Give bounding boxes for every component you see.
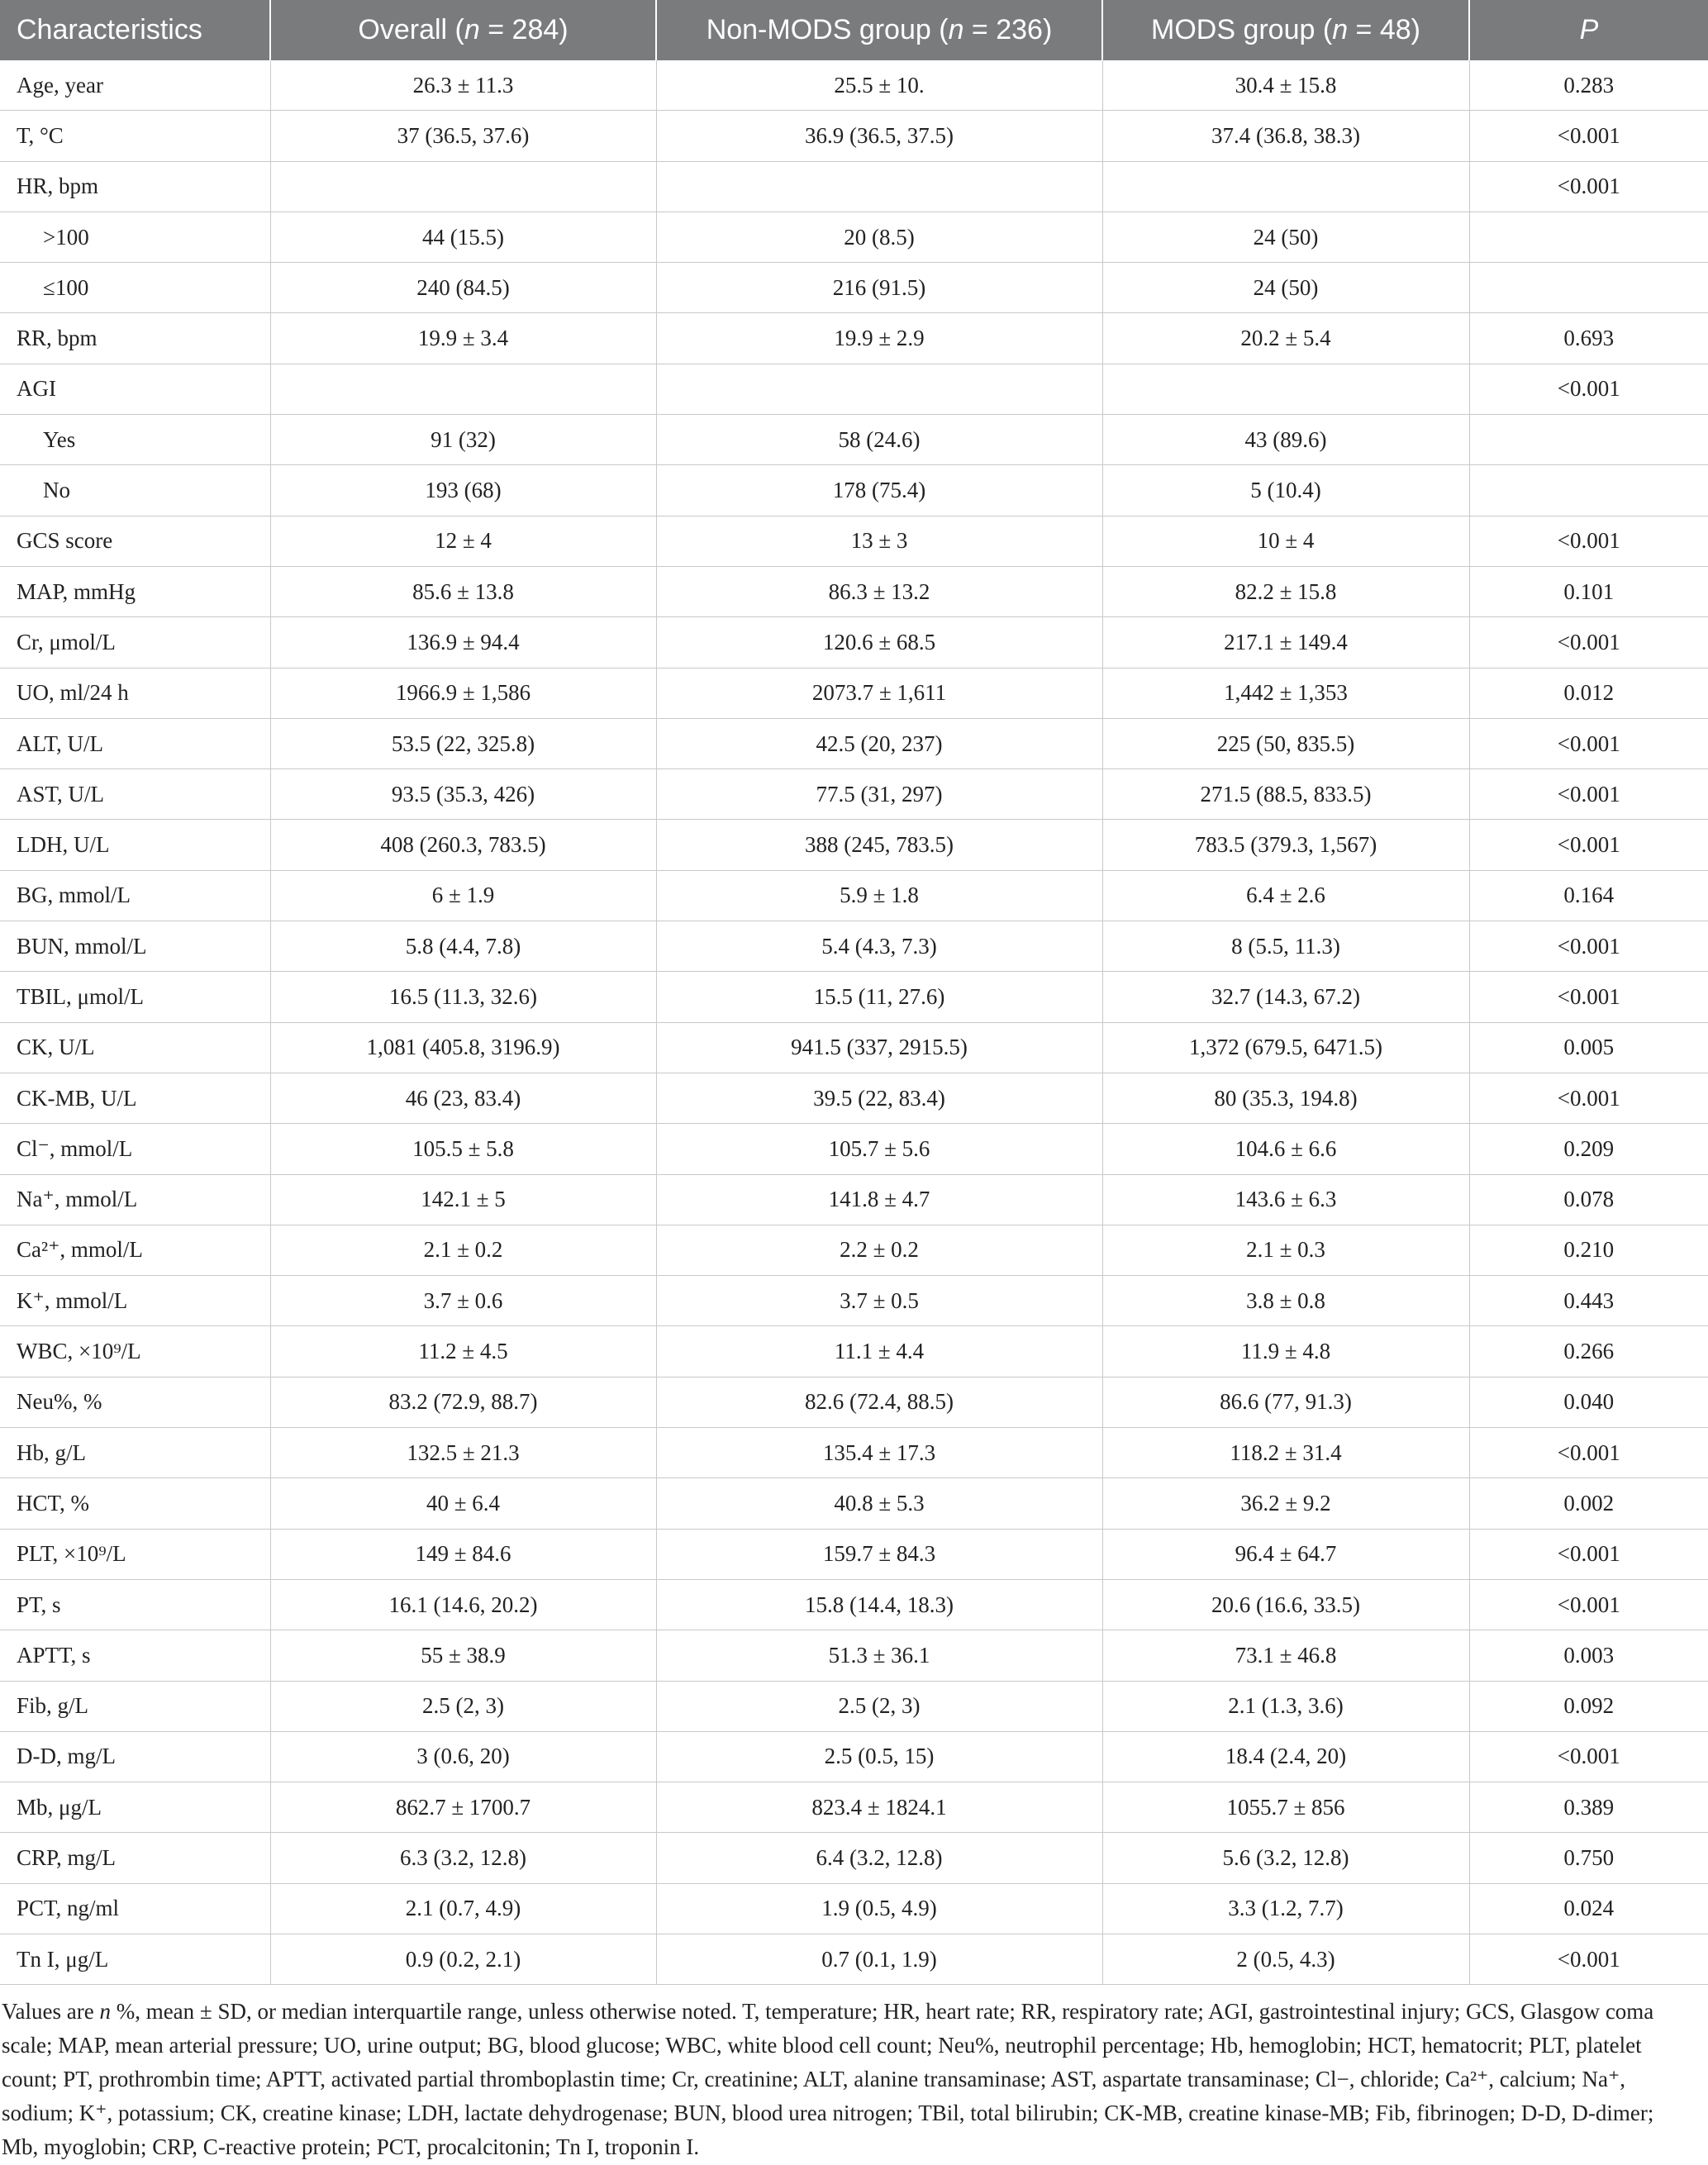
header-mods: MODS group (n = 48) <box>1102 0 1469 60</box>
table-row <box>0 1276 1708 1326</box>
header-characteristics: Characteristics <box>0 0 270 60</box>
cell-p-value: 0.002 <box>1469 1478 1708 1529</box>
cell-mods: 24 (50) <box>1102 263 1469 313</box>
row-label: >100 <box>0 212 270 262</box>
table-row <box>0 1478 1708 1529</box>
cell-p-value: 0.024 <box>1469 1883 1708 1934</box>
row-label: D-D, mg/L <box>0 1731 270 1782</box>
cell-overall: 2.5 (2, 3) <box>270 1681 656 1731</box>
row-label: T, °C <box>0 111 270 161</box>
cell-non-mods <box>656 364 1102 414</box>
row-label: CK-MB, U/L <box>0 1073 270 1123</box>
cell-p-value: 0.210 <box>1469 1225 1708 1275</box>
cell-overall: 1966.9 ± 1,586 <box>270 668 656 718</box>
cell-mods: 37.4 (36.8, 38.3) <box>1102 111 1469 161</box>
cell-mods: 8 (5.5, 11.3) <box>1102 921 1469 972</box>
table-row <box>0 1022 1708 1073</box>
row-label: Hb, g/L <box>0 1428 270 1478</box>
cell-overall: 240 (84.5) <box>270 263 656 313</box>
cell-mods: 18.4 (2.4, 20) <box>1102 1731 1469 1782</box>
cell-overall: 93.5 (35.3, 426) <box>270 769 656 820</box>
cell-mods: 32.7 (14.3, 67.2) <box>1102 972 1469 1022</box>
row-label: Fib, g/L <box>0 1681 270 1731</box>
cell-non-mods: 15.5 (11, 27.6) <box>656 972 1102 1022</box>
row-label: GCS score <box>0 516 270 566</box>
cell-p-value: 0.003 <box>1469 1630 1708 1681</box>
cell-overall: 19.9 ± 3.4 <box>270 313 656 364</box>
row-label: CRP, mg/L <box>0 1833 270 1883</box>
cell-p-value: <0.001 <box>1469 516 1708 566</box>
cell-p-value: <0.001 <box>1469 769 1708 820</box>
table-row <box>0 465 1708 516</box>
cell-non-mods: 216 (91.5) <box>656 263 1102 313</box>
cell-overall: 53.5 (22, 325.8) <box>270 718 656 768</box>
row-label: K⁺, mmol/L <box>0 1276 270 1326</box>
cell-non-mods: 159.7 ± 84.3 <box>656 1529 1102 1579</box>
cell-p-value: 0.750 <box>1469 1833 1708 1883</box>
table-row <box>0 1529 1708 1579</box>
cell-p-value: <0.001 <box>1469 161 1708 212</box>
cell-p-value: <0.001 <box>1469 921 1708 972</box>
row-label: HCT, % <box>0 1478 270 1529</box>
cell-mods: 1,372 (679.5, 6471.5) <box>1102 1022 1469 1073</box>
cell-p-value: 0.266 <box>1469 1326 1708 1377</box>
table-row <box>0 1073 1708 1123</box>
cell-overall: 149 ± 84.6 <box>270 1529 656 1579</box>
cell-p-value: 0.040 <box>1469 1377 1708 1427</box>
cell-overall: 16.5 (11.3, 32.6) <box>270 972 656 1022</box>
row-label: UO, ml/24 h <box>0 668 270 718</box>
cell-overall: 44 (15.5) <box>270 212 656 262</box>
cell-overall: 142.1 ± 5 <box>270 1174 656 1225</box>
cell-non-mods: 5.9 ± 1.8 <box>656 870 1102 921</box>
cell-non-mods: 823.4 ± 1824.1 <box>656 1782 1102 1833</box>
cell-mods: 82.2 ± 15.8 <box>1102 566 1469 616</box>
table-row <box>0 921 1708 972</box>
cell-p-value: <0.001 <box>1469 111 1708 161</box>
cell-mods: 73.1 ± 46.8 <box>1102 1630 1469 1681</box>
cell-overall: 91 (32) <box>270 415 656 465</box>
row-label: Age, year <box>0 60 270 111</box>
cell-p-value: <0.001 <box>1469 1073 1708 1123</box>
cell-mods: 11.9 ± 4.8 <box>1102 1326 1469 1377</box>
table-row <box>0 1883 1708 1934</box>
cell-p-value: <0.001 <box>1469 617 1708 668</box>
row-label: Ca²⁺, mmol/L <box>0 1225 270 1275</box>
cell-p-value: 0.078 <box>1469 1174 1708 1225</box>
table-row <box>0 972 1708 1022</box>
cell-p-value: <0.001 <box>1469 718 1708 768</box>
cell-overall: 16.1 (14.6, 20.2) <box>270 1579 656 1630</box>
cell-non-mods: 135.4 ± 17.3 <box>656 1428 1102 1478</box>
row-label: WBC, ×10⁹/L <box>0 1326 270 1377</box>
cell-overall: 3.7 ± 0.6 <box>270 1276 656 1326</box>
cell-non-mods: 2073.7 ± 1,611 <box>656 668 1102 718</box>
cell-p-value: 0.005 <box>1469 1022 1708 1073</box>
table-row <box>0 313 1708 364</box>
table-row <box>0 1174 1708 1225</box>
cell-overall: 193 (68) <box>270 465 656 516</box>
table-row <box>0 1225 1708 1275</box>
table-row <box>0 769 1708 820</box>
cell-p-value: <0.001 <box>1469 1731 1708 1782</box>
cell-mods: 86.6 (77, 91.3) <box>1102 1377 1469 1427</box>
cell-non-mods: 86.3 ± 13.2 <box>656 566 1102 616</box>
header-non-mods: Non-MODS group (n = 236) <box>656 0 1102 60</box>
row-label: APTT, s <box>0 1630 270 1681</box>
table-row <box>0 1579 1708 1630</box>
cell-mods: 5.6 (3.2, 12.8) <box>1102 1833 1469 1883</box>
cell-overall: 11.2 ± 4.5 <box>270 1326 656 1377</box>
cell-overall: 6.3 (3.2, 12.8) <box>270 1833 656 1883</box>
row-label: Tn I, μg/L <box>0 1934 270 1984</box>
row-label: TBIL, μmol/L <box>0 972 270 1022</box>
cell-mods: 225 (50, 835.5) <box>1102 718 1469 768</box>
cell-p-value: 0.101 <box>1469 566 1708 616</box>
cell-p-value: 0.209 <box>1469 1124 1708 1174</box>
cell-overall: 0.9 (0.2, 2.1) <box>270 1934 656 1984</box>
cell-p-value: <0.001 <box>1469 1529 1708 1579</box>
table-footnote: Values are n %, mean ± SD, or median interquartile range, unless otherwise noted. T, temperature; HR, heart rate; RR, respiratory rate; AGI, gastrointestinal injury; GCS, Glasgow coma scale; MAP, mean arterial pressure; UO, urine output; BG, blood glucose; WBC, white blood cell count; Neu%, neutrophil percentage; Hb, hemoglobin; HCT, hematocrit; PLT, platelet count; PT, prothrombin time; APTT, activated partial thromboplastin time; Cr, creatinine; ALT, alanine transaminase; AST, aspartate transaminase; Cl−, chloride; Ca²⁺, calcium; Na⁺, sodium; K⁺, potassium; CK, creatine kinase; LDH, lactate dehydrogenase; BUN, blood urea nitrogen; TBil, total bilirubin; CK-MB, creatine kinase-MB; Fib, fibrinogen; D-D, D-dimer; Mb, myoglobin; CRP, C-reactive protein; PCT, procalcitonin; Tn I, troponin I. <box>2 1999 1654 2159</box>
header-p-value: P <box>1469 0 1708 60</box>
cell-non-mods: 3.7 ± 0.5 <box>656 1276 1102 1326</box>
cell-mods: 3.8 ± 0.8 <box>1102 1276 1469 1326</box>
cell-non-mods: 5.4 (4.3, 7.3) <box>656 921 1102 972</box>
cell-non-mods: 6.4 (3.2, 12.8) <box>656 1833 1102 1883</box>
table-row <box>0 161 1708 212</box>
cell-mods: 10 ± 4 <box>1102 516 1469 566</box>
cell-overall: 2.1 (0.7, 4.9) <box>270 1883 656 1934</box>
cell-non-mods: 2.5 (0.5, 15) <box>656 1731 1102 1782</box>
cell-p-value: 0.283 <box>1469 60 1708 111</box>
cell-overall: 136.9 ± 94.4 <box>270 617 656 668</box>
table-row <box>0 1428 1708 1478</box>
table-row <box>0 566 1708 616</box>
cell-mods <box>1102 364 1469 414</box>
cell-non-mods: 42.5 (20, 237) <box>656 718 1102 768</box>
cell-mods: 96.4 ± 64.7 <box>1102 1529 1469 1579</box>
row-label: CK, U/L <box>0 1022 270 1073</box>
cell-p-value <box>1469 212 1708 262</box>
cell-mods: 2.1 (1.3, 3.6) <box>1102 1681 1469 1731</box>
cell-overall: 5.8 (4.4, 7.8) <box>270 921 656 972</box>
table-row <box>0 212 1708 262</box>
cell-mods: 24 (50) <box>1102 212 1469 262</box>
cell-non-mods: 2.2 ± 0.2 <box>656 1225 1102 1275</box>
row-label: Cr, μmol/L <box>0 617 270 668</box>
row-label: ≤100 <box>0 263 270 313</box>
table-row <box>0 111 1708 161</box>
row-label: PCT, ng/ml <box>0 1883 270 1934</box>
cell-non-mods: 13 ± 3 <box>656 516 1102 566</box>
cell-non-mods: 77.5 (31, 297) <box>656 769 1102 820</box>
cell-mods: 80 (35.3, 194.8) <box>1102 1073 1469 1123</box>
cell-overall: 3 (0.6, 20) <box>270 1731 656 1782</box>
cell-non-mods: 388 (245, 783.5) <box>656 820 1102 870</box>
cell-non-mods: 1.9 (0.5, 4.9) <box>656 1883 1102 1934</box>
cell-mods: 3.3 (1.2, 7.7) <box>1102 1883 1469 1934</box>
cell-non-mods: 19.9 ± 2.9 <box>656 313 1102 364</box>
row-label: LDH, U/L <box>0 820 270 870</box>
cell-p-value: 0.443 <box>1469 1276 1708 1326</box>
cell-overall <box>270 364 656 414</box>
row-label: HR, bpm <box>0 161 270 212</box>
cell-non-mods: 941.5 (337, 2915.5) <box>656 1022 1102 1073</box>
cell-overall: 26.3 ± 11.3 <box>270 60 656 111</box>
table-header <box>0 0 1708 60</box>
cell-p-value <box>1469 465 1708 516</box>
row-label: BG, mmol/L <box>0 870 270 921</box>
cell-mods <box>1102 161 1469 212</box>
table-row <box>0 1630 1708 1681</box>
table-row <box>0 1782 1708 1833</box>
table-row <box>0 415 1708 465</box>
cell-mods: 783.5 (379.3, 1,567) <box>1102 820 1469 870</box>
cell-overall: 55 ± 38.9 <box>270 1630 656 1681</box>
cell-non-mods: 51.3 ± 36.1 <box>656 1630 1102 1681</box>
table-row <box>0 668 1708 718</box>
cell-mods: 30.4 ± 15.8 <box>1102 60 1469 111</box>
cell-p-value: <0.001 <box>1469 1428 1708 1478</box>
row-label: MAP, mmHg <box>0 566 270 616</box>
cell-mods: 2 (0.5, 4.3) <box>1102 1934 1469 1984</box>
cell-p-value: <0.001 <box>1469 820 1708 870</box>
row-label: RR, bpm <box>0 313 270 364</box>
cell-non-mods: 36.9 (36.5, 37.5) <box>656 111 1102 161</box>
cell-overall: 40 ± 6.4 <box>270 1478 656 1529</box>
cell-p-value <box>1469 415 1708 465</box>
table-row <box>0 1833 1708 1883</box>
cell-mods: 43 (89.6) <box>1102 415 1469 465</box>
cell-overall: 132.5 ± 21.3 <box>270 1428 656 1478</box>
cell-mods: 5 (10.4) <box>1102 465 1469 516</box>
cell-non-mods: 105.7 ± 5.6 <box>656 1124 1102 1174</box>
table-row <box>0 1681 1708 1731</box>
table-row <box>0 718 1708 768</box>
cell-overall: 37 (36.5, 37.6) <box>270 111 656 161</box>
row-label: Yes <box>0 415 270 465</box>
row-label: BUN, mmol/L <box>0 921 270 972</box>
cell-p-value: <0.001 <box>1469 1579 1708 1630</box>
header-overall: Overall (n = 284) <box>270 0 656 60</box>
cell-mods: 36.2 ± 9.2 <box>1102 1478 1469 1529</box>
row-label: PLT, ×10⁹/L <box>0 1529 270 1579</box>
table-body <box>0 60 1708 1985</box>
cell-mods: 20.2 ± 5.4 <box>1102 313 1469 364</box>
cell-overall: 46 (23, 83.4) <box>270 1073 656 1123</box>
row-label: Cl⁻, mmol/L <box>0 1124 270 1174</box>
cell-mods: 1055.7 ± 856 <box>1102 1782 1469 1833</box>
cell-non-mods <box>656 161 1102 212</box>
table-row <box>0 1377 1708 1427</box>
cell-p-value: <0.001 <box>1469 364 1708 414</box>
cell-overall: 105.5 ± 5.8 <box>270 1124 656 1174</box>
cell-overall: 83.2 (72.9, 88.7) <box>270 1377 656 1427</box>
table-row <box>0 820 1708 870</box>
table-row <box>0 1124 1708 1174</box>
row-label: Na⁺, mmol/L <box>0 1174 270 1225</box>
cell-p-value <box>1469 263 1708 313</box>
cell-non-mods: 15.8 (14.4, 18.3) <box>656 1579 1102 1630</box>
cell-mods: 143.6 ± 6.3 <box>1102 1174 1469 1225</box>
row-label: No <box>0 465 270 516</box>
cell-overall: 85.6 ± 13.8 <box>270 566 656 616</box>
row-label: PT, s <box>0 1579 270 1630</box>
table-row <box>0 617 1708 668</box>
cell-overall: 862.7 ± 1700.7 <box>270 1782 656 1833</box>
table-row <box>0 1934 1708 1984</box>
cell-overall <box>270 161 656 212</box>
row-label: Mb, μg/L <box>0 1782 270 1833</box>
row-label: ALT, U/L <box>0 718 270 768</box>
cell-p-value: 0.092 <box>1469 1681 1708 1731</box>
table-row <box>0 1731 1708 1782</box>
table-row <box>0 364 1708 414</box>
table-row <box>0 263 1708 313</box>
cell-non-mods: 58 (24.6) <box>656 415 1102 465</box>
cell-mods: 2.1 ± 0.3 <box>1102 1225 1469 1275</box>
cell-non-mods: 82.6 (72.4, 88.5) <box>656 1377 1102 1427</box>
cell-p-value: <0.001 <box>1469 1934 1708 1984</box>
row-label: AGI <box>0 364 270 414</box>
cell-non-mods: 39.5 (22, 83.4) <box>656 1073 1102 1123</box>
cell-non-mods: 141.8 ± 4.7 <box>656 1174 1102 1225</box>
row-label: Neu%, % <box>0 1377 270 1427</box>
cell-mods: 271.5 (88.5, 833.5) <box>1102 769 1469 820</box>
cell-non-mods: 40.8 ± 5.3 <box>656 1478 1102 1529</box>
cell-non-mods: 11.1 ± 4.4 <box>656 1326 1102 1377</box>
cell-mods: 20.6 (16.6, 33.5) <box>1102 1579 1469 1630</box>
table-row <box>0 1326 1708 1377</box>
cell-p-value: 0.389 <box>1469 1782 1708 1833</box>
cell-non-mods: 2.5 (2, 3) <box>656 1681 1102 1731</box>
cell-p-value: 0.693 <box>1469 313 1708 364</box>
cell-p-value: 0.164 <box>1469 870 1708 921</box>
table-row <box>0 60 1708 111</box>
cell-mods: 104.6 ± 6.6 <box>1102 1124 1469 1174</box>
cell-p-value: 0.012 <box>1469 668 1708 718</box>
cell-overall: 408 (260.3, 783.5) <box>270 820 656 870</box>
row-label: AST, U/L <box>0 769 270 820</box>
cell-mods: 118.2 ± 31.4 <box>1102 1428 1469 1478</box>
cell-p-value: <0.001 <box>1469 972 1708 1022</box>
cell-overall: 6 ± 1.9 <box>270 870 656 921</box>
cell-mods: 6.4 ± 2.6 <box>1102 870 1469 921</box>
cell-non-mods: 0.7 (0.1, 1.9) <box>656 1934 1102 1984</box>
table-row <box>0 870 1708 921</box>
table-row <box>0 516 1708 566</box>
cell-non-mods: 25.5 ± 10. <box>656 60 1102 111</box>
cell-overall: 2.1 ± 0.2 <box>270 1225 656 1275</box>
cell-overall: 12 ± 4 <box>270 516 656 566</box>
cell-non-mods: 20 (8.5) <box>656 212 1102 262</box>
cell-mods: 217.1 ± 149.4 <box>1102 617 1469 668</box>
cell-non-mods: 178 (75.4) <box>656 465 1102 516</box>
cell-mods: 1,442 ± 1,353 <box>1102 668 1469 718</box>
cell-non-mods: 120.6 ± 68.5 <box>656 617 1102 668</box>
cell-overall: 1,081 (405.8, 3196.9) <box>270 1022 656 1073</box>
